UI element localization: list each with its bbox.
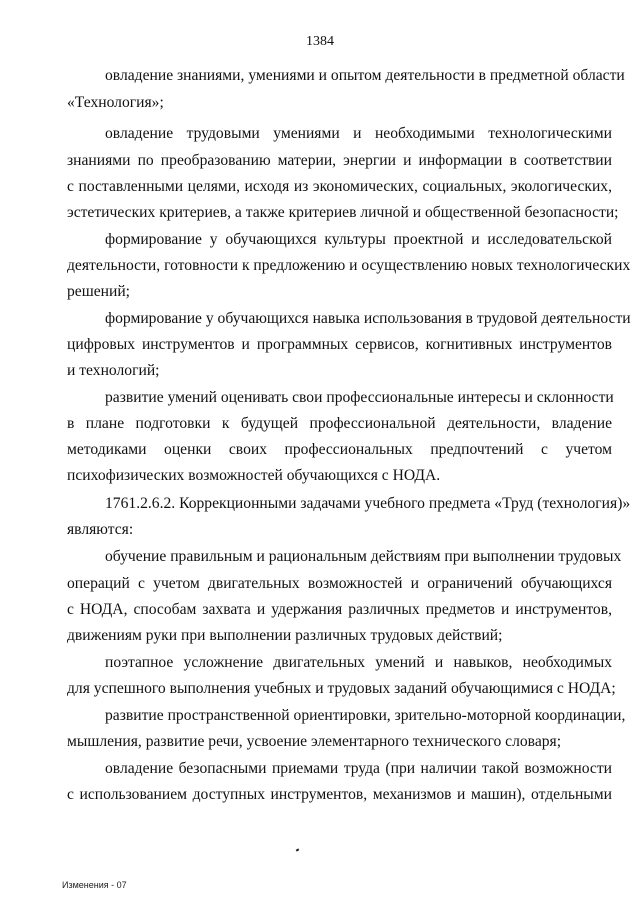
text-line: являются: (67, 521, 134, 538)
text-line: овладение трудовыми умениями и необходимыми технологическими (105, 125, 612, 142)
page-footer: Изменения - 07 (62, 880, 127, 890)
page-number: 1384 (306, 34, 334, 49)
text-line: обучение правильным и рациональным действиям при выполнении трудовых (105, 548, 622, 565)
text-line: с поставленными целями, исходя из экономических, социальных, экологических, (67, 178, 612, 195)
text-line: и технологий; (67, 362, 160, 379)
text-line: поэтапное усложнение двигательных умений и навыков, необходимых (105, 654, 612, 671)
text-line: решений; (67, 283, 131, 300)
text-line: овладение знаниями, умениями и опытом деятельности в предметной области (105, 67, 625, 84)
text-line: мышления, развитие речи, усвоение элементарного технического словаря; (67, 733, 562, 750)
text-line: эстетических критериев, а также критериев личной и общественной безопасности; (67, 204, 619, 221)
text-line: методиками оценки своих профессиональных предпочтений с учетом (67, 441, 612, 458)
text-line: для успешного выполнения учебных и трудовых заданий обучающимися с НОДА; (67, 680, 616, 697)
text-line: формирование у обучающихся культуры проектной и исследовательской (105, 231, 612, 248)
text-line: развитие умений оценивать свои профессиональные интересы и склонности (105, 389, 614, 406)
text-line: формирование у обучающихся навыка использования в трудовой деятельности (105, 310, 631, 327)
text-line: развитие пространственной ориентировки, зрительно-моторной координации, (105, 707, 626, 724)
scan-speck (296, 848, 300, 851)
text-line: психофизических возможностей обучающихся с НОДА. (67, 467, 441, 484)
text-line: овладение безопасными приемами труда (при наличии такой возможности (105, 760, 612, 777)
text-line: цифровых инструментов и программных сервисов, когнитивных инструментов (67, 336, 612, 353)
section-heading: 1761.2.6.2. Коррекционными задачами учебного предмета «Труд (технология)» (105, 495, 631, 512)
text-line: операций с учетом двигательных возможностей и ограничений обучающихся (67, 575, 612, 592)
text-line: знаниями по преобразованию материи, энергии и информации в соответствии (67, 152, 612, 169)
text-line: в плане подготовки к будущей профессиональной деятельности, владение (67, 415, 612, 432)
text-line: деятельности, готовности к предложению и осуществлению новых технологических (67, 257, 631, 274)
text-line: с НОДА, способам захвата и удержания различных предметов и инструментов, (67, 601, 612, 618)
text-line: «Технология»; (67, 94, 164, 111)
text-line: движениям руки при выполнении различных трудовых действий; (67, 627, 503, 644)
text-line: с использованием доступных инструментов, механизмов и машин), отдельными (67, 786, 612, 803)
